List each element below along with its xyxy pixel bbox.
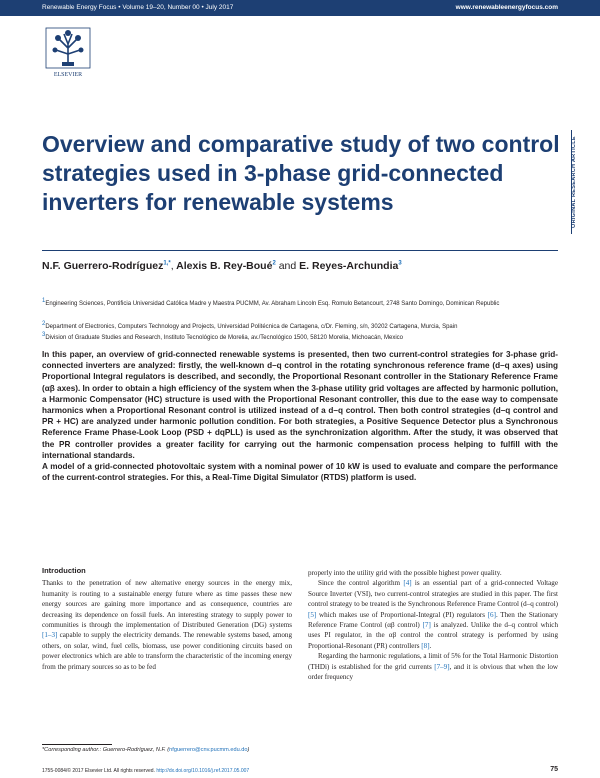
abstract-paragraph: In this paper, an overview of grid-connected renewable systems is presented, then two current-control strategies for 3-phase grid-connected inverters are analyzed: firstly, the well-known d–q control in the rotating synchronous reference frame (d–q axes) using Proportional Integral regulators is described, and secondly, the Proportional Resonant controller in the Stationary Reference Frame (αβ axes). In order to obtain a high efficiency of the system when the 3-phase utility grid voltages are affected by harmonic pollution, a Harmonic Compensator (HC) structure is used with the Proportional Resonant controller, this due to the ease way to compensate harmonics when a Proportional Resonant control is utilized instead of a d–q control. Then both control strategies (d–q control and PR + HC) are analyzed under harmonic pollution condition. For both strategies, a Positive Sequence Detector plus a Synchronous Reference Frame Phase-Look Loop (PSD + dqPLL) is used as the synchronization algorithm. After the study, it was observed that the PR controller provides a greater facility for carrying out the harmonic compensation process helping to fulfill with the international standards. bbox=[42, 350, 558, 460]
title-divider bbox=[42, 250, 558, 251]
article-title: Overview and comparative study of two control strategies used in 3-phase grid-connected inverters for renewable systems bbox=[42, 131, 560, 215]
logo-publisher-name: ELSEVIER bbox=[53, 72, 83, 78]
affiliation: $^1$Engineering Sciences, Pontificia Universidad Católica Madre y Maestra PUCMM, Av. Abraham Lincoln Esq. Romulo Betancourt, 2748 Santo Domingo, Dominican Republic bbox=[42, 298, 500, 307]
body-paragraph: Thanks to the penetration of new alternative energy sources in the energy mix, humanity is routing to a sustainable energy future where as time passes these new energy sources are gaining more importance and as consequence, countries are decreasing its dependence on fossil fuels. An interesting strategy to supply power to communities is through the implementation of Distributed Generation (DG) systems [1–3] capable to supply the electricity demands. The renewable systems based, among others, on solar, wind, fuel cells, biomass, use power conditioning circuits based on power electronics which are able to transform the characteristic of the incoming energy from the primary sources so as to be fed bbox=[42, 579, 292, 671]
page-number: 75 bbox=[550, 766, 558, 773]
citation-link[interactable]: [8] bbox=[421, 641, 430, 650]
author-separator: , bbox=[170, 260, 174, 272]
left-column bbox=[42, 566, 292, 672]
right-column bbox=[308, 568, 558, 682]
affiliation: $^2$Department of Electronics, Computers Technology and Projects, Universidad Politécnica de Cartagena, c/Dr. Fleming, s/n, 30202 Cartagena, Murcia, Spain bbox=[42, 321, 458, 330]
abstract-paragraph: A model of a grid-connected photovoltaic system with a nominal power of 10 kW is used to evaluate and compare the performance of the current-control strategies. For this, a Real-Time Digital Simulator (RTDS) platform is used. bbox=[42, 462, 558, 483]
corresponding-author-footnote: *Corresponding author.: Guerrero-Rodríguez, N.F. (nfguerrero@cnv.pucmm.edu.do) bbox=[42, 747, 250, 753]
author-affiliation-marker[interactable]: 2 bbox=[272, 260, 276, 267]
section-heading-introduction: Introduction bbox=[42, 566, 86, 575]
author-name: Alexis B. Rey-Boué bbox=[176, 260, 273, 272]
body-paragraph: Regarding the harmonic regulations, a limit of 5% for the Total Harmonic Distortion (THDi) is established for the grid currents [7–9], and it is obvious that when the low order frequency bbox=[308, 652, 558, 682]
citation-link[interactable]: [4] bbox=[403, 579, 412, 588]
author-name: E. Reyes-Archundia bbox=[299, 260, 399, 272]
citation-link[interactable]: [7] bbox=[422, 621, 431, 630]
footnote-divider bbox=[42, 744, 112, 745]
doi-link[interactable]: http://dx.doi.org/10.1016/j.ref.2017.05.007 bbox=[156, 768, 250, 774]
citation-link[interactable]: [6] bbox=[487, 610, 496, 619]
body-paragraph: properly into the utility grid with the possible highest power quality. bbox=[308, 569, 502, 577]
article-type-label: ORIGINAL RESEARCH ARTICLE bbox=[571, 136, 577, 228]
citation-link[interactable]: [1–3] bbox=[42, 631, 58, 640]
body-paragraph: Since the control algorithm [4] is an essential part of a grid-connected Voltage Source Inverter (VSI), two current-control strategies are studied in this paper. The first control strategy to be treated is the Synchronous Reference Frame Control (d–q control) [5] which makes use of Proportional-Integral (PI) regulators [6]. Then the Stationary Reference Frame Control (αβ control) [7] is analyzed. Unlike the d–q control which uses PI regulator, in the αβ control the control strategy is performed by using Proportional-Resonant (PR) controllers [8]. bbox=[308, 579, 559, 650]
author-affiliation-marker[interactable]: 3 bbox=[398, 260, 402, 267]
copyright-line: 1755-0084/© 2017 Elsevier Ltd. All rights reserved. http://dx.doi.org/10.1016/j.ref.2017.05.007 bbox=[42, 768, 250, 774]
journal-website-link[interactable]: www.renewableenergyfocus.com bbox=[455, 4, 558, 11]
author-list bbox=[42, 260, 558, 272]
journal-info: Renewable Energy Focus • Volume 19–20, Number 00 • July 2017 bbox=[42, 4, 234, 11]
citation-link[interactable]: [7–9] bbox=[434, 662, 450, 671]
affiliation: $^3$Division of Graduate Studies and Research, Instituto Tecnológico de Morelia, av./Tecnológico 1500, 58120 Morelia, Michoacán, Mexico bbox=[42, 332, 403, 341]
author-separator: and bbox=[278, 260, 297, 272]
author-email-link[interactable]: nfguerrero@cnv.pucmm.edu.do bbox=[169, 747, 248, 753]
elsevier-logo bbox=[44, 26, 92, 78]
author-name: N.F. Guerrero-Rodríguez bbox=[42, 260, 164, 272]
author-affiliation-marker[interactable]: 1,* bbox=[163, 260, 171, 267]
journal-header-bar bbox=[0, 0, 600, 16]
abstract bbox=[42, 349, 558, 483]
citation-link[interactable]: [5] bbox=[308, 610, 317, 619]
